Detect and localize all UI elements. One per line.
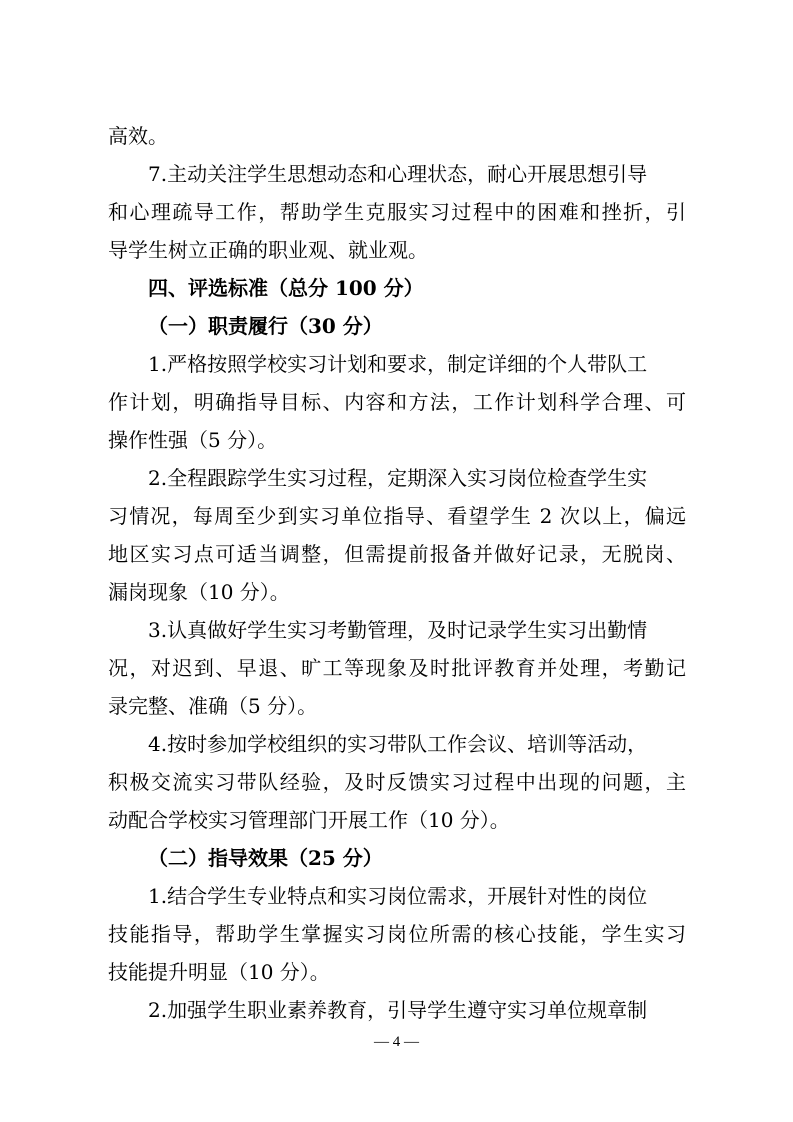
text-line: 技能提升明显（10 分）。 xyxy=(108,960,330,984)
text-line: 2.全程跟踪学生实习过程，定期深入实习岗位检查学生实 xyxy=(148,466,648,490)
text-line: 导学生树立正确的职业观、就业观。 xyxy=(108,238,428,262)
text-line: 和心理疏导工作，帮助学生克服实习过程中的困难和挫折，引 xyxy=(108,200,686,224)
subsection-heading: （一）职责履行（30 分） xyxy=(148,314,383,338)
text-line: 漏岗现象（10 分）。 xyxy=(108,580,290,604)
text-line: 况，对迟到、早退、旷工等现象及时批评教育并处理，考勤记 xyxy=(108,656,686,680)
text-line: 作计划，明确指导目标、内容和方法，工作计划科学合理、可 xyxy=(108,390,686,414)
text-line: 2.加强学生职业素养教育，引导学生遵守实习单位规章制 xyxy=(148,998,648,1022)
text-line: 7.主动关注学生思想动态和心理状态，耐心开展思想引导 xyxy=(148,162,648,186)
page-number: — 4 — xyxy=(374,1034,419,1050)
text-line: 1.严格按照学校实习计划和要求，制定详细的个人带队工 xyxy=(148,352,648,376)
subsection-heading: （二）指导效果（25 分） xyxy=(148,846,383,870)
text-line: 1.结合学生专业特点和实习岗位需求，开展针对性的岗位 xyxy=(148,884,648,908)
text-line: 录完整、准确（5 分）。 xyxy=(108,694,318,718)
text-line: 4.按时参加学校组织的实习带队工作会议、培训等活动， xyxy=(148,732,648,756)
section-heading: 四、评选标准（总分 100 分） xyxy=(148,276,424,300)
text-line: 技能指导，帮助学生掌握实习岗位所需的核心技能，学生实习 xyxy=(108,922,686,946)
text-line: 习情况，每周至少到实习单位指导、看望学生 2 次以上，偏远 xyxy=(108,504,686,528)
text-line: 3.认真做好学生实习考勤管理，及时记录学生实习出勤情 xyxy=(148,618,648,642)
text-line: 地区实习点可适当调整，但需提前报备并做好记录，无脱岗、 xyxy=(108,542,686,566)
text-line: 积极交流实习带队经验，及时反馈实习过程中出现的问题，主 xyxy=(108,770,686,794)
text-line: 高效。 xyxy=(108,124,168,148)
text-line: 操作性强（5 分）。 xyxy=(108,428,278,452)
text-line: 动配合学校实习管理部门开展工作（10 分）。 xyxy=(108,808,510,832)
